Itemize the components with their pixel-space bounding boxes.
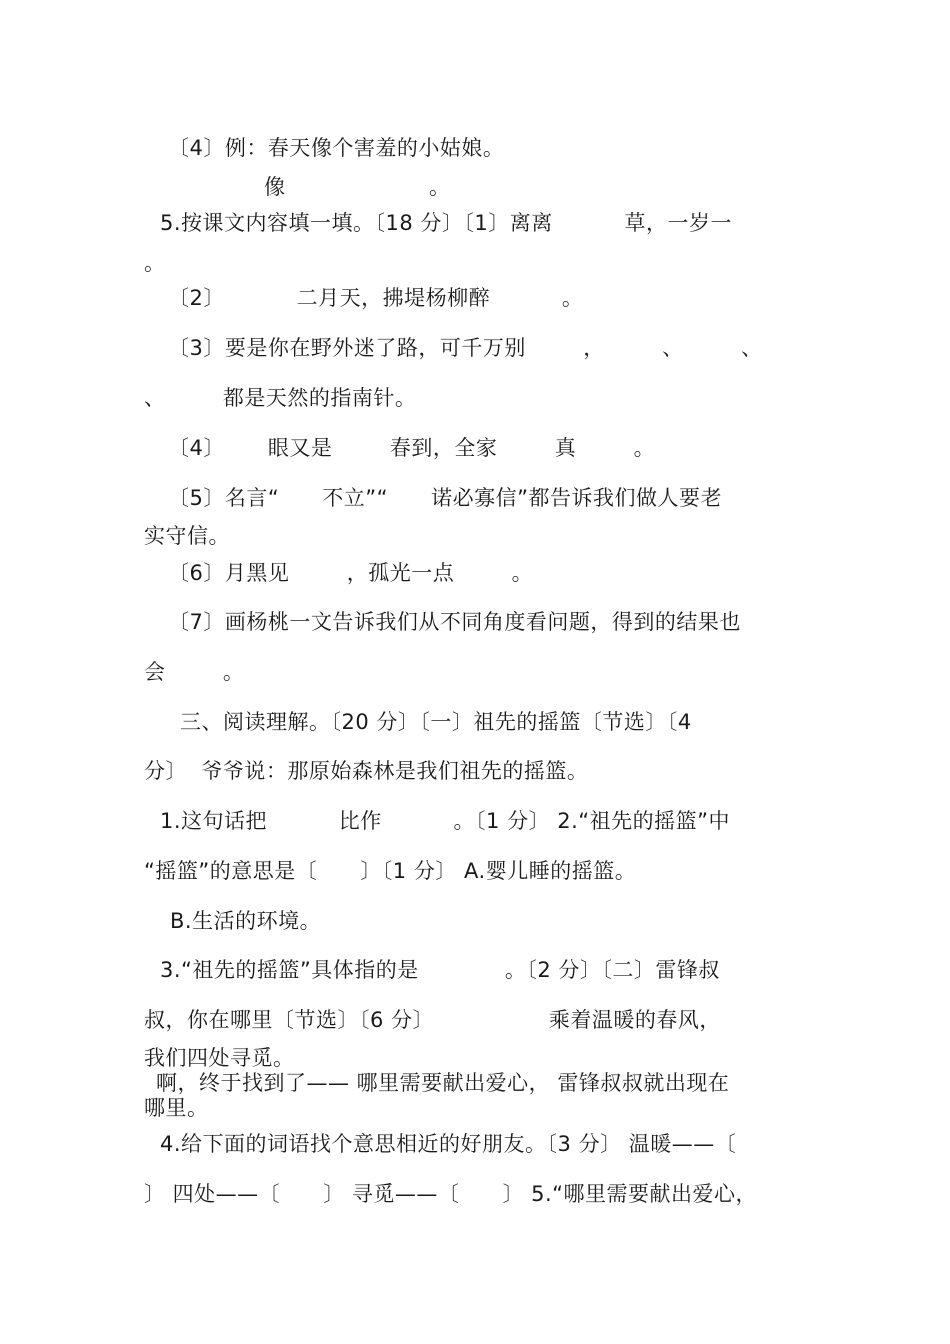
reading-2-text-2-cont: 哪里。 <box>144 1096 209 1120</box>
question-5-item-5: 〔5〕名言“ 不立”“ 诺必寡信”都告诉我们做人要老 <box>168 486 722 510</box>
question-5-item-7: 〔7〕画杨桃一文告诉我们从不同角度看问题，得到的结果也 <box>168 610 741 634</box>
reading-2-question-4-cont: 〕 四处——〔 〕 寻觅——〔 〕 5.“哪里需要献出爱心， <box>144 1182 758 1206</box>
reading-2-text-1: 我们四处寻觅。 <box>144 1046 295 1070</box>
reading-2-heading: 叔，你在哪里〔节选〕〔6 分〕 乘着温暖的春风， <box>144 1008 721 1032</box>
exercise-4-example: 〔4〕例：春天像个害羞的小姑娘。 <box>168 136 505 160</box>
section-3-heading: 三、阅读理解。〔20 分〕〔一〕祖先的摇篮〔节选〕〔4 <box>180 710 692 734</box>
question-5-item-3-cont: 、 都是天然的指南针。 <box>144 386 417 410</box>
exercise-4-answer-line: 像 。 <box>264 175 451 199</box>
question-5-heading: 5.按课文内容填一填。〔18 分〕〔1〕离离 草，一岁一 <box>160 211 733 235</box>
question-5-item-6: 〔6〕月黑见 ，孤光一点 。 <box>168 561 534 585</box>
question-5-item-4: 〔4〕 眼又是 春到，全家 真 。 <box>168 436 656 460</box>
question-5-line-cont: 。 <box>144 251 166 275</box>
question-5-item-3: 〔3〕要是你在野外迷了路，可千万别 ， 、 、 <box>168 336 763 360</box>
reading-1-question-3: 3.“祖先的摇篮”具体指的是 。〔2 分〕〔二〕雷锋叔 <box>160 958 720 982</box>
reading-2-question-4: 4.给下面的词语找个意思相近的好朋友。〔3 分〕 温暖——〔 <box>160 1132 737 1156</box>
question-5-item-7-cont: 会 。 <box>144 660 245 684</box>
reading-1-option-b: B.生活的环境。 <box>170 909 322 933</box>
reading-1-intro: 分〕 爷爷说：那原始森林是我们祖先的摇篮。 <box>144 759 589 783</box>
question-5-item-2: 〔2〕 二月天，拂堤杨柳醉 。 <box>168 286 584 310</box>
reading-2-text-2: 啊，终于找到了—— 哪里需要献出爱心， 雷锋叔叔就出现在 <box>156 1071 730 1095</box>
reading-1-question-1: 1.这句话把 比作 。〔1 分〕 2.“祖先的摇篮”中 <box>160 809 731 833</box>
question-5-item-5-cont: 实守信。 <box>144 524 230 548</box>
reading-1-question-2: “摇篮”的意思是〔 〕〔1 分〕 A.婴儿睡的摇篮。 <box>144 859 637 883</box>
